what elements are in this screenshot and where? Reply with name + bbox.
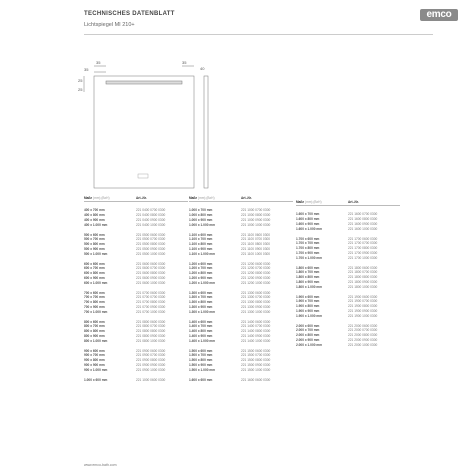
article-number-cell: 221 1700 0900 0300	[348, 250, 378, 255]
size-cell: 1.700 x 1.000 mm	[296, 255, 323, 260]
size-cell: 1.000 x 600 mm	[84, 377, 108, 382]
size-cell: 400 x 1.000 mm	[84, 222, 108, 227]
article-number-cell: 221 1800 0600 0300	[348, 265, 378, 270]
size-cell: 600 x 800 mm	[84, 271, 105, 276]
article-number-cell: 221 1600 0800 0300	[348, 217, 378, 222]
size-cell: 500 x 1.000 mm	[84, 251, 108, 256]
size-cell: 1.400 x 900 mm	[189, 333, 213, 338]
article-number-cell: 221 1000 0700 0300	[241, 208, 271, 213]
size-cell: 1.700 x 800 mm	[296, 246, 320, 251]
article-number-cell: 221 1200 0900 0300	[241, 275, 271, 280]
size-cell: 1.900 x 1.000 mm	[296, 313, 323, 318]
article-number-cell: 221 1000 0600 0300	[136, 377, 166, 382]
article-number-cell: 221 0700 0800 0300	[136, 300, 166, 305]
size-cell: 1.600 x 700 mm	[296, 212, 320, 217]
dim-label: 35	[182, 60, 187, 65]
article-number-cell: 221 1300 0600 0300	[241, 290, 271, 295]
size-cell: 1.300 x 700 mm	[189, 295, 213, 300]
article-number-cell: 221 1300 0800 0300	[241, 300, 271, 305]
article-number-cell: 221 0700 0900 0300	[136, 304, 166, 309]
article-number-cell: 221 0900 0700 0300	[136, 353, 166, 358]
article-number-cell: 221 1700 1000 0300	[348, 255, 378, 260]
article-number-cell: 221 1800 1000 0300	[348, 284, 378, 289]
size-cell: 1.800 x 600 mm	[296, 265, 320, 270]
article-number-cell: 221 2000 1000 0300	[348, 342, 378, 347]
emco-logo	[420, 9, 458, 21]
header-divider	[189, 201, 293, 202]
size-cell: 1.300 x 800 mm	[189, 300, 213, 305]
size-cell: 1.400 x 1.000 mm	[189, 338, 216, 343]
article-number-cell: 221 1100 0700 0300	[241, 237, 271, 242]
article-number-cell: 221 1000 0800 0300	[241, 213, 271, 218]
size-cell: 600 x 700 mm	[84, 266, 105, 271]
article-number-cell: 221 1900 1000 0300	[348, 313, 378, 318]
article-number-cell: 221 0400 0700 0300	[136, 208, 166, 213]
table-row	[189, 377, 293, 382]
article-number-cell: 221 2000 0900 0300	[348, 337, 378, 342]
table-column	[84, 194, 188, 382]
header-divider	[296, 205, 400, 206]
light-bar	[106, 81, 182, 84]
size-cell: 800 x 800 mm	[84, 329, 105, 334]
size-cell: 500 x 700 mm	[84, 237, 105, 242]
table-header	[296, 198, 400, 205]
article-number-cell: 221 0900 0900 0300	[136, 362, 166, 367]
article-number-cell: 221 0500 1000 0300	[136, 251, 166, 256]
article-number-cell: 221 0600 0900 0300	[136, 275, 166, 280]
size-cell: 1.200 x 600 mm	[189, 261, 213, 266]
size-cell: 1.700 x 700 mm	[296, 241, 320, 246]
size-cell: 1.700 x 900 mm	[296, 250, 320, 255]
size-cell: 1.300 x 900 mm	[189, 304, 213, 309]
size-cell: 600 x 1.000 mm	[84, 280, 108, 285]
article-number-cell: 221 0700 1000 0300	[136, 309, 166, 314]
article-number-cell: 221 0800 0900 0300	[136, 333, 166, 338]
table-header	[189, 194, 293, 201]
article-number-cell: 221 2000 0700 0300	[348, 328, 378, 333]
header-art: Art.-Nr.	[241, 195, 252, 200]
size-cell: 1.900 x 600 mm	[296, 294, 320, 299]
size-cell: 800 x 700 mm	[84, 324, 105, 329]
table-column	[296, 198, 400, 347]
article-number-cell: 221 0500 0600 0300	[136, 232, 166, 237]
article-number-cell: 221 1200 1000 0300	[241, 280, 271, 285]
article-number-cell: 221 0900 0600 0300	[136, 348, 166, 353]
size-cell: 1.900 x 800 mm	[296, 304, 320, 309]
size-cell: 1.100 x 700 mm	[189, 237, 213, 242]
dim-label: 35	[96, 60, 101, 65]
size-cell: 1.500 x 900 mm	[189, 362, 213, 367]
header-masse: Maße (mm) (BxH)	[189, 195, 215, 200]
size-cell: 600 x 600 mm	[84, 261, 105, 266]
size-cell: 800 x 1.000 mm	[84, 338, 108, 343]
article-number-cell: 221 0600 0600 0300	[136, 261, 166, 266]
size-cell: 1.600 x 600 mm	[189, 377, 213, 382]
size-cell: 500 x 600 mm	[84, 232, 105, 237]
size-cell: 1.200 x 1.000 mm	[189, 280, 216, 285]
article-number-cell: 221 1900 0800 0300	[348, 304, 378, 309]
size-cell: 1.800 x 900 mm	[296, 279, 320, 284]
mirror-side-view	[204, 76, 208, 188]
size-cell: 900 x 900 mm	[84, 362, 105, 367]
size-cell: 500 x 900 mm	[84, 246, 105, 251]
article-number-cell: 221 0800 0700 0300	[136, 324, 166, 329]
size-cell: 1.200 x 900 mm	[189, 275, 213, 280]
size-cell: 2.000 x 600 mm	[296, 323, 320, 328]
size-cell: 1.900 x 700 mm	[296, 299, 320, 304]
size-cell: 700 x 600 mm	[84, 290, 105, 295]
table-row	[296, 342, 400, 347]
article-number-cell: 221 1400 0800 0300	[241, 329, 271, 334]
size-cell: 1.000 x 800 mm	[189, 213, 213, 218]
table-header	[84, 194, 188, 201]
article-number-cell: 221 1800 0700 0300	[348, 270, 378, 275]
article-number-cell: 221 0700 0700 0300	[136, 295, 166, 300]
article-number-cell: 221 1200 0600 0300	[241, 261, 271, 266]
size-cell: 1.100 x 600 mm	[189, 232, 213, 237]
size-cell: 700 x 900 mm	[84, 304, 105, 309]
touch-switch	[138, 174, 148, 178]
size-cell: 600 x 900 mm	[84, 275, 105, 280]
article-number-cell: 221 1300 0900 0300	[241, 304, 271, 309]
size-cell: 700 x 700 mm	[84, 295, 105, 300]
article-number-cell: 221 1300 1000 0300	[241, 309, 271, 314]
article-number-cell: 221 0800 1000 0300	[136, 338, 166, 343]
page-title: TECHNISCHES DATENBLATT	[84, 11, 175, 17]
article-number-cell: 221 0500 0800 0300	[136, 242, 166, 247]
article-number-cell: 221 1600 1000 0300	[348, 226, 378, 231]
article-number-cell: 221 1000 0900 0300	[241, 217, 271, 222]
article-number-cell: 221 1700 0700 0300	[348, 241, 378, 246]
size-cell: 900 x 700 mm	[84, 353, 105, 358]
article-number-cell: 221 1600 0700 0300	[348, 212, 378, 217]
article-number-cell: 221 1900 0600 0300	[348, 294, 378, 299]
size-cell: 1.000 x 900 mm	[189, 217, 213, 222]
size-cell: 1.500 x 700 mm	[189, 353, 213, 358]
table-column	[189, 194, 293, 382]
article-number-cell: 221 1200 0800 0300	[241, 271, 271, 276]
article-number-cell: 221 1300 0700 0300	[241, 295, 271, 300]
header-art: Art.-Nr.	[136, 195, 147, 200]
size-cell: 1.500 x 600 mm	[189, 348, 213, 353]
article-number-cell: 221 2000 0800 0300	[348, 333, 378, 338]
article-number-cell: 221 1800 0900 0300	[348, 279, 378, 284]
mirror-technical-drawing	[76, 58, 216, 190]
article-number-cell: 221 1700 0800 0300	[348, 246, 378, 251]
dim-label: 35	[84, 67, 89, 72]
article-number-cell: 221 1400 0900 0300	[241, 333, 271, 338]
dim-label: 40	[200, 66, 205, 71]
article-number-cell: 221 0600 1000 0300	[136, 280, 166, 285]
article-number-cell: 221 1500 0700 0300	[241, 353, 271, 358]
dim-label: 25	[78, 78, 83, 83]
size-cell: 1.800 x 800 mm	[296, 275, 320, 280]
article-number-cell: 221 1500 0900 0300	[241, 362, 271, 367]
article-number-cell: 221 1000 1000 0300	[241, 222, 271, 227]
size-cell: 1.600 x 1.000 mm	[296, 226, 323, 231]
size-cell: 1.600 x 800 mm	[296, 217, 320, 222]
size-cell: 1.000 x 700 mm	[189, 208, 213, 213]
size-cell: 900 x 600 mm	[84, 348, 105, 353]
article-number-cell: 221 1800 0800 0300	[348, 275, 378, 280]
size-cell: 1.600 x 900 mm	[296, 221, 320, 226]
size-cell: 1.300 x 1.000 mm	[189, 309, 216, 314]
size-cell: 800 x 600 mm	[84, 319, 105, 324]
size-cell: 1.000 x 1.000 mm	[189, 222, 216, 227]
size-cell: 2.000 x 900 mm	[296, 337, 320, 342]
header-divider	[84, 201, 188, 202]
size-cell: 400 x 800 mm	[84, 213, 105, 218]
article-number-cell: 221 0500 0700 0300	[136, 237, 166, 242]
size-cell: 1.400 x 800 mm	[189, 329, 213, 334]
article-number-cell: 221 0900 0800 0300	[136, 358, 166, 363]
article-number-cell: 221 1900 0700 0300	[348, 299, 378, 304]
article-number-cell: 221 1200 0700 0300	[241, 266, 271, 271]
article-number-cell: 221 2000 0600 0300	[348, 323, 378, 328]
article-number-cell: 221 1500 1000 0300	[241, 367, 271, 372]
article-number-cell: 221 0500 0900 0300	[136, 246, 166, 251]
article-number-cell: 221 0900 1000 0300	[136, 367, 166, 372]
size-cell: 1.400 x 600 mm	[189, 319, 213, 324]
article-number-cell: 221 1500 0800 0300	[241, 358, 271, 363]
article-number-cell: 221 1100 0600 0300	[241, 232, 271, 237]
article-number-cell: 221 0800 0800 0300	[136, 329, 166, 334]
article-number-cell: 221 0600 0700 0300	[136, 266, 166, 271]
mirror-outline	[94, 76, 194, 188]
product-subtitle: Lichtspiegel MI 210+	[84, 22, 135, 28]
footer-url: www.emco-bath.com	[84, 463, 117, 467]
size-cell: 1.100 x 900 mm	[189, 246, 213, 251]
size-cell: 2.000 x 700 mm	[296, 328, 320, 333]
size-cell: 1.700 x 600 mm	[296, 236, 320, 241]
size-cell: 900 x 800 mm	[84, 358, 105, 363]
header-masse: Maße (mm) (BxH)	[84, 195, 110, 200]
size-cell: 2.000 x 1.000 mm	[296, 342, 323, 347]
article-number-cell: 221 0400 1000 0300	[136, 222, 166, 227]
article-number-cell: 221 1100 1000 0300	[241, 251, 271, 256]
dim-label: 25	[78, 87, 83, 92]
size-cell: 500 x 800 mm	[84, 242, 105, 247]
size-cell: 700 x 1.000 mm	[84, 309, 108, 314]
header-masse: Maße (mm) (BxH)	[296, 199, 322, 204]
size-cell: 400 x 700 mm	[84, 208, 105, 213]
size-cell: 1.500 x 800 mm	[189, 358, 213, 363]
article-number-cell: 221 0700 0600 0300	[136, 290, 166, 295]
size-cell: 1.300 x 600 mm	[189, 290, 213, 295]
article-number-cell: 221 0400 0900 0300	[136, 217, 166, 222]
size-cell: 1.500 x 1.000 mm	[189, 367, 216, 372]
size-cell: 1.200 x 700 mm	[189, 266, 213, 271]
article-number-cell: 221 1600 0900 0300	[348, 221, 378, 226]
size-cell: 1.100 x 1.000 mm	[189, 251, 216, 256]
article-number-cell: 221 1400 1000 0300	[241, 338, 271, 343]
size-cell: 700 x 800 mm	[84, 300, 105, 305]
size-cell: 1.100 x 800 mm	[189, 242, 213, 247]
article-number-cell: 221 1400 0700 0300	[241, 324, 271, 329]
article-number-cell: 221 1900 0900 0300	[348, 308, 378, 313]
size-cell: 1.800 x 700 mm	[296, 270, 320, 275]
size-cell: 2.000 x 800 mm	[296, 333, 320, 338]
size-cell: 800 x 900 mm	[84, 333, 105, 338]
article-number-cell: 221 1600 0600 0300	[241, 377, 271, 382]
size-cell: 1.800 x 1.000 mm	[296, 284, 323, 289]
table-row	[84, 377, 188, 382]
size-cell: 900 x 1.000 mm	[84, 367, 108, 372]
size-cell: 1.400 x 700 mm	[189, 324, 213, 329]
logo-text: emco	[426, 9, 452, 20]
header-rule	[84, 34, 433, 35]
article-number-cell: 221 1100 0900 0300	[241, 246, 271, 251]
article-number-cell: 221 0600 0800 0300	[136, 271, 166, 276]
article-number-cell: 221 1700 0600 0300	[348, 236, 378, 241]
size-cell: 1.200 x 800 mm	[189, 271, 213, 276]
size-cell: 400 x 900 mm	[84, 217, 105, 222]
article-number-cell: 221 0800 0600 0300	[136, 319, 166, 324]
article-number-cell: 221 1500 0600 0300	[241, 348, 271, 353]
header-art: Art.-Nr.	[348, 199, 359, 204]
article-number-cell: 221 1100 0800 0300	[241, 242, 271, 247]
article-number-cell: 221 0400 0800 0300	[136, 213, 166, 218]
article-number-cell: 221 1400 0600 0300	[241, 319, 271, 324]
size-cell: 1.900 x 900 mm	[296, 308, 320, 313]
